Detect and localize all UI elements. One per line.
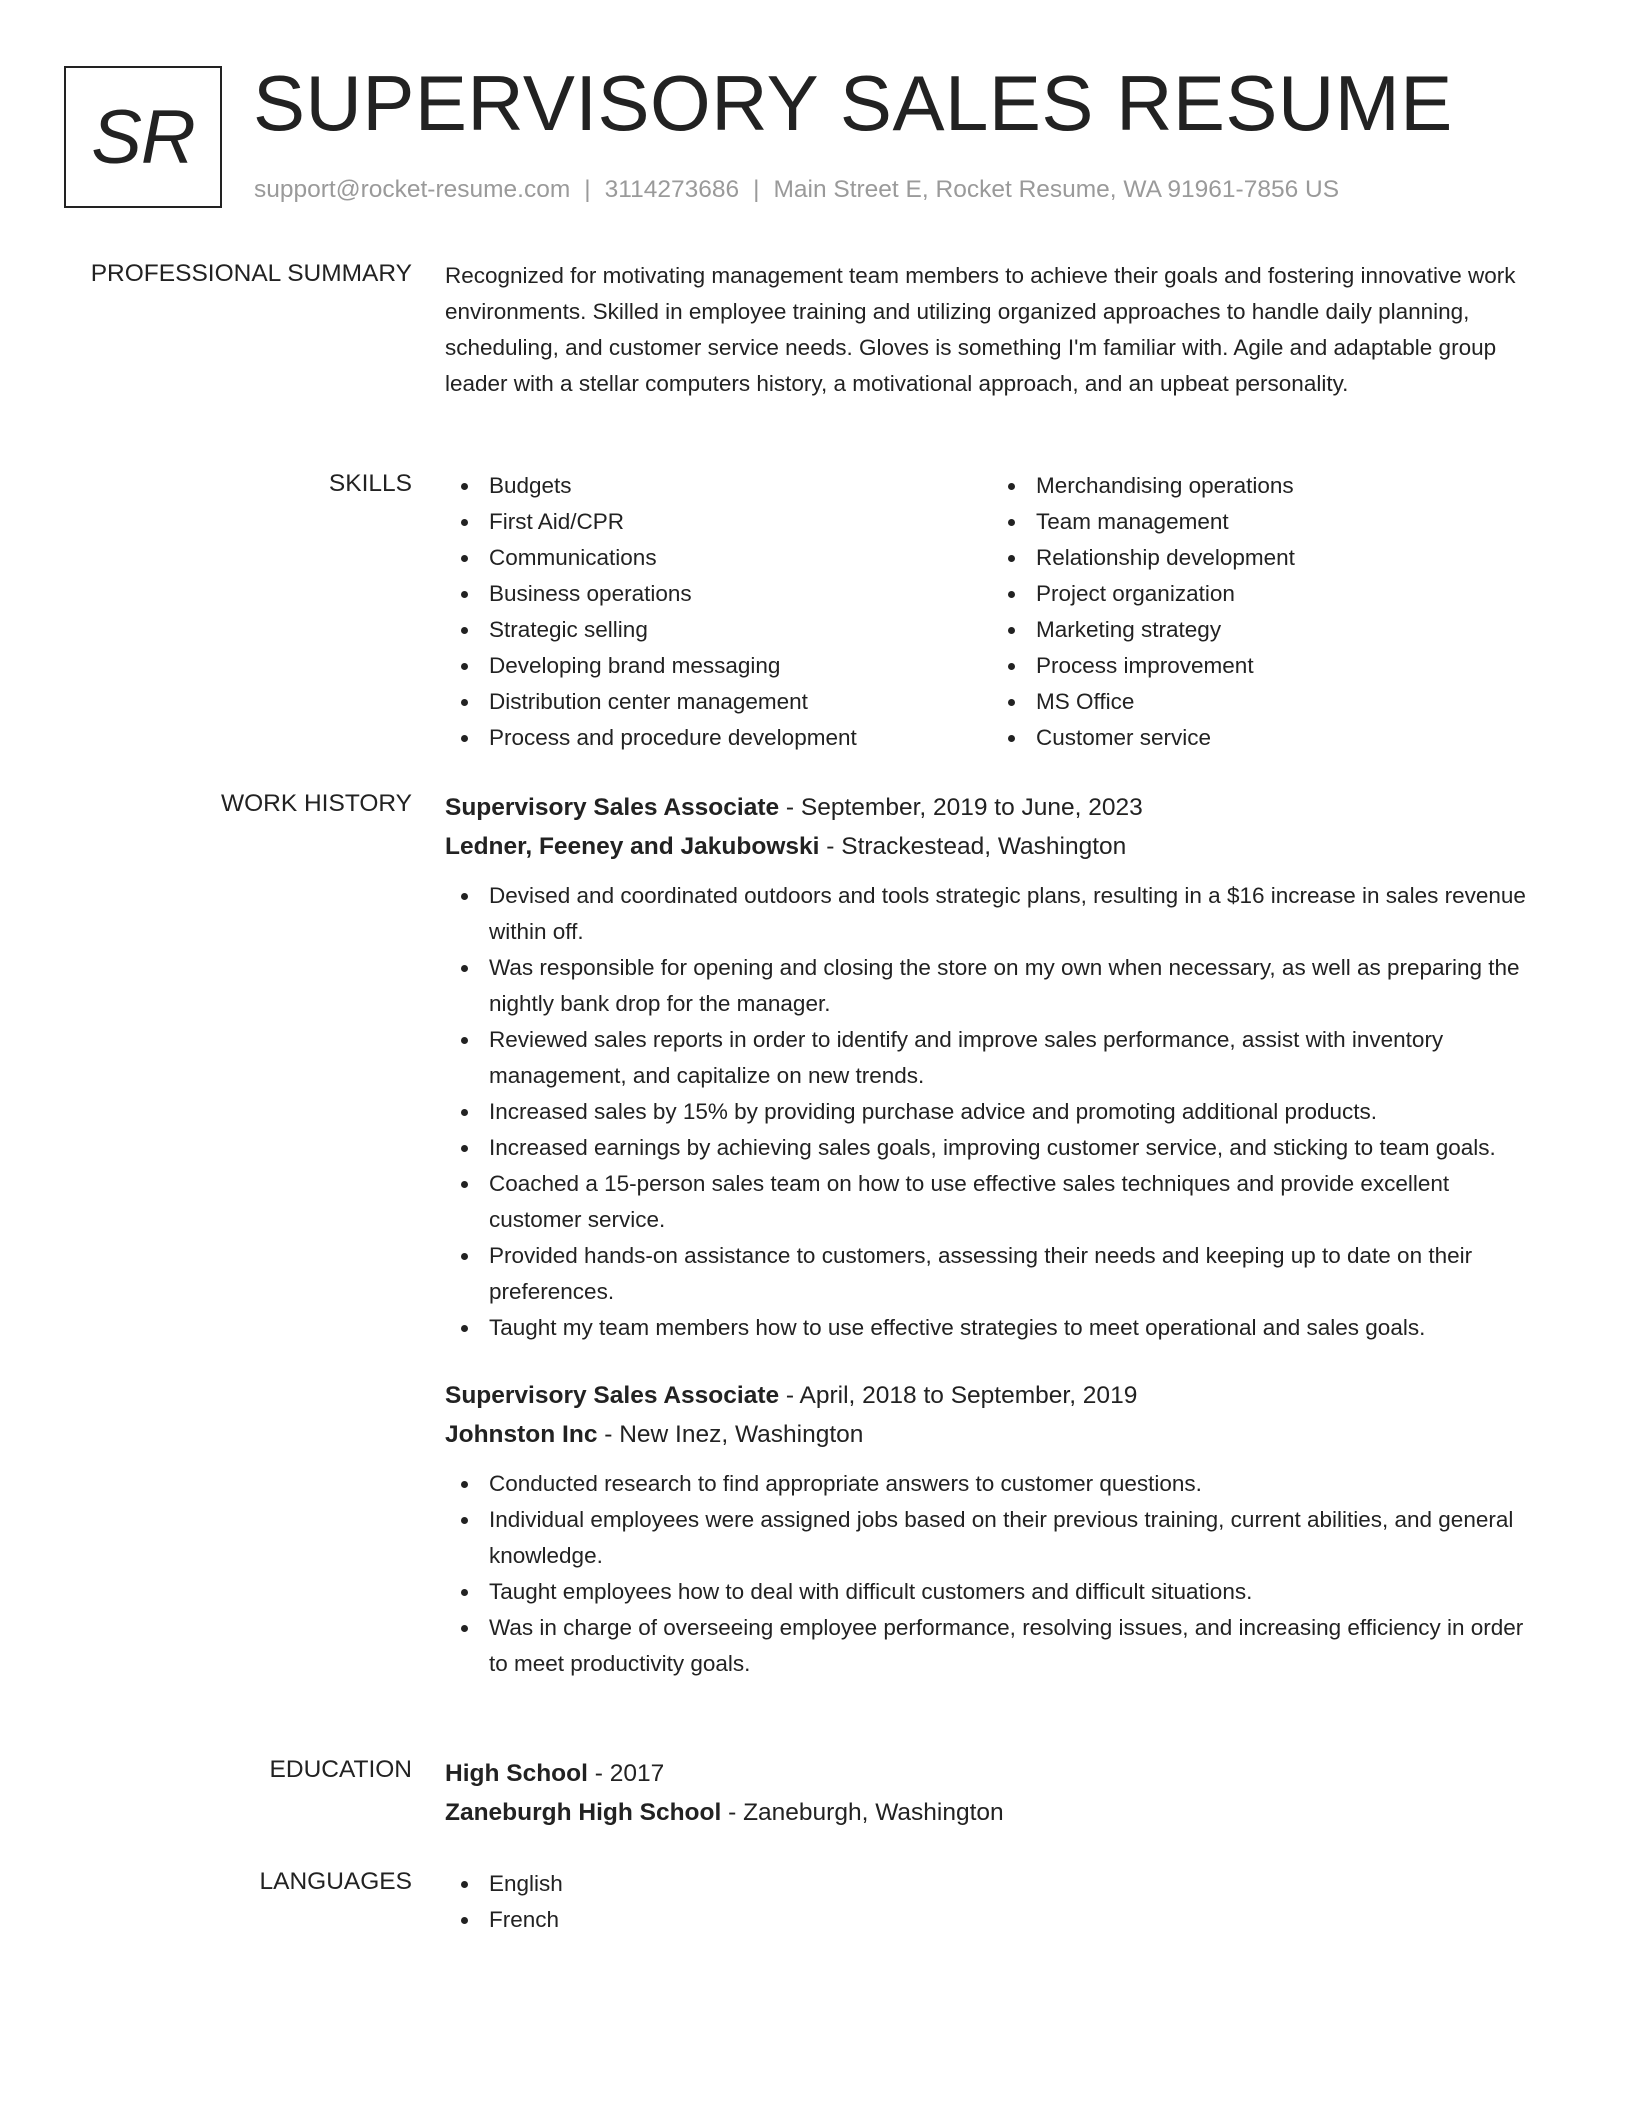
job-dates: - April, 2018 to September, 2019 (779, 1382, 1138, 1409)
education-entry (445, 1754, 1565, 1832)
skill-item: First Aid/CPR (445, 504, 992, 540)
section-label-languages: LANGUAGES (259, 1868, 412, 1895)
section-label-summary: PROFESSIONAL SUMMARY (90, 260, 412, 287)
skills-column-left (445, 468, 992, 756)
languages-bullets (445, 1866, 1565, 1938)
job-company: Ledner, Feeney and Jakubowski (445, 833, 820, 860)
skill-item: Budgets (445, 468, 992, 504)
job-bullet: Reviewed sales reports in order to identify and improve sales performance, assist with inventory management, and capitalize on new trends. (445, 1022, 1565, 1094)
job-title: Supervisory Sales Associate (445, 1382, 780, 1409)
contact-phone[interactable]: 3114273686 (604, 176, 740, 203)
job-company: Johnston Inc (445, 1421, 598, 1448)
education-degree-line (445, 1754, 1565, 1793)
job-bullet: Increased earnings by achieving sales goals, improving customer service, and sticking to team goals. (445, 1130, 1565, 1166)
contact-separator: | (753, 176, 760, 203)
job-location: - Strackestead, Washington (819, 833, 1127, 860)
skill-item: MS Office (992, 684, 1539, 720)
job-title-line (445, 1376, 1565, 1415)
work-history-list (445, 788, 1565, 1682)
education-school: Zaneburgh High School (445, 1799, 722, 1826)
job-bullet: Devised and coordinated outdoors and tools strategic plans, resulting in a $16 increase in sales revenue within off. (445, 878, 1565, 950)
skill-item: Communications (445, 540, 992, 576)
skill-item: Relationship development (992, 540, 1539, 576)
education-school-line (445, 1793, 1565, 1832)
job-title-line (445, 788, 1565, 827)
skill-item: Distribution center management (445, 684, 992, 720)
skill-item: Project organization (992, 576, 1539, 612)
job-responsibilities (445, 1466, 1565, 1682)
job-location: - New Inez, Washington (597, 1421, 864, 1448)
skill-item: Business operations (445, 576, 992, 612)
languages-list (445, 1866, 1565, 1938)
job-bullet: Increased sales by 15% by providing purchase advice and promoting additional products. (445, 1094, 1565, 1130)
job-responsibilities (445, 878, 1565, 1346)
resume-title: SUPERVISORY SALES RESUME (253, 59, 1453, 147)
job-bullet: Taught my team members how to use effective strategies to meet operational and sales goals. (445, 1310, 1565, 1346)
contact-address: Main Street E, Rocket Resume, WA 91961-7856 US (773, 176, 1340, 203)
section-label-skills: SKILLS (328, 470, 412, 497)
skill-item: Team management (992, 504, 1539, 540)
job-bullet: Conducted research to find appropriate answers to customer questions. (445, 1466, 1565, 1502)
skills-column-right (992, 468, 1539, 756)
job-title: Supervisory Sales Associate (445, 794, 780, 821)
monogram-initials: SR (91, 94, 195, 180)
job-company-line (445, 1415, 1565, 1454)
contact-line (254, 176, 1339, 204)
job-company-line (445, 827, 1565, 866)
section-label-work-history: WORK HISTORY (220, 790, 412, 817)
language-item: French (445, 1902, 1565, 1938)
education-year: - 2017 (587, 1760, 665, 1787)
education-degree: High School (445, 1760, 588, 1787)
summary-text: Recognized for motivating management team members to achieve their goals and fostering innovative work environments. Skilled in employee training and utilizing organized approaches to handle daily planning, scheduling, and customer service needs. Gloves is something I'm familiar with. Agile and adaptable group leader with a stellar computers history, a motivational approach, and an upbeat personality. (445, 263, 1516, 396)
skills-list (445, 468, 1565, 756)
skill-item: Process improvement (992, 648, 1539, 684)
job-bullet: Coached a 15-person sales team on how to use effective sales techniques and provide excellent customer service. (445, 1166, 1565, 1238)
skill-item: Merchandising operations (992, 468, 1539, 504)
skill-item: Customer service (992, 720, 1539, 756)
monogram-box (64, 66, 222, 208)
job-bullet: Individual employees were assigned jobs based on their previous training, current abilities, and general knowledge. (445, 1502, 1565, 1574)
job-bullet: Was in charge of overseeing employee performance, resolving issues, and increasing efficiency in order to meet productivity goals. (445, 1610, 1565, 1682)
skill-item: Marketing strategy (992, 612, 1539, 648)
job-entry (445, 788, 1565, 1346)
job-dates: - September, 2019 to June, 2023 (779, 794, 1143, 821)
section-label-education: EDUCATION (269, 1756, 412, 1783)
job-bullet: Provided hands-on assistance to customers, assessing their needs and keeping up to date on their preferences. (445, 1238, 1565, 1310)
language-item: English (445, 1866, 1565, 1902)
contact-email[interactable]: support@rocket-resume.com (254, 176, 571, 203)
contact-separator: | (584, 176, 591, 203)
education-location: - Zaneburgh, Washington (721, 1799, 1004, 1826)
job-bullet: Taught employees how to deal with difficult customers and difficult situations. (445, 1574, 1565, 1610)
skill-item: Process and procedure development (445, 720, 992, 756)
job-entry (445, 1376, 1565, 1682)
skill-item: Strategic selling (445, 612, 992, 648)
skill-item: Developing brand messaging (445, 648, 992, 684)
job-bullet: Was responsible for opening and closing the store on my own when necessary, as well as preparing the nightly bank drop for the manager. (445, 950, 1565, 1022)
